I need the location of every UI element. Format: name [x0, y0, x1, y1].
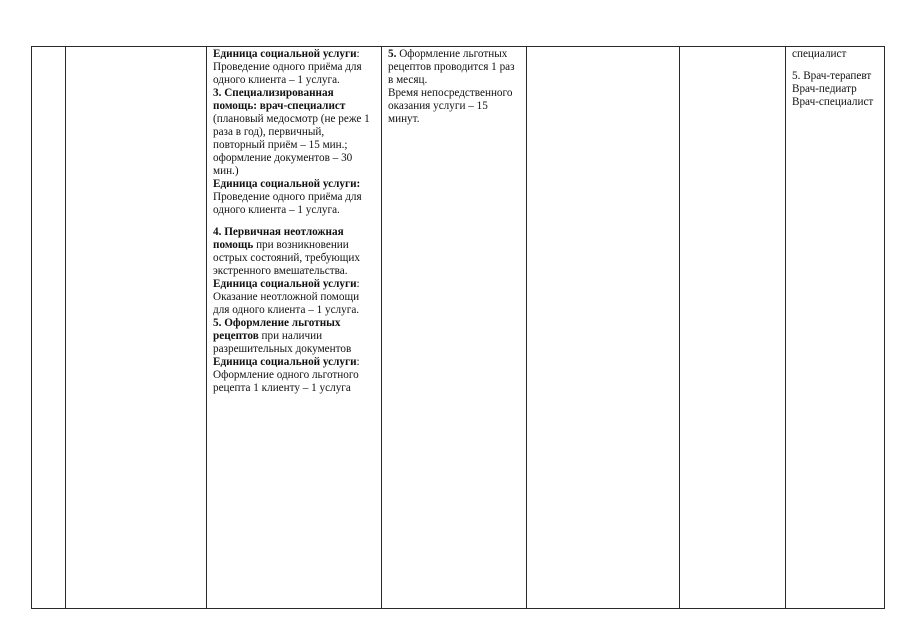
empty-cell: [66, 47, 207, 609]
unit-heading: Единица социальной услуги: [213, 48, 357, 60]
unit-text: Оформление одного льготного рецепта 1 клиенту – 1 услуга: [213, 369, 359, 394]
item-title: 4. Первичная неотложная помощь: [213, 226, 344, 251]
unit-text: Проведение одного приёма для одного клиента – 1 услуга.: [213, 61, 362, 86]
staff-line: Врач-специалист: [792, 96, 874, 108]
unit-block-4: Единица социальной услуги: Оформление одного льготного рецепта 1 клиенту – 1 услуга: [213, 356, 360, 394]
unit-block-1: Единица социальной услуги: Проведение одного приёма для одного клиента – 1 услуга.: [213, 48, 362, 86]
services-cell: [207, 47, 382, 609]
item-text: при наличии разрешительных документов: [213, 330, 352, 355]
item-3: [213, 87, 376, 178]
document-table: [31, 46, 885, 609]
service-time: Время непосредственного оказания услуги – 15 минут.: [388, 87, 513, 125]
frequency-cell: [382, 47, 527, 609]
staff-cell: [786, 47, 885, 609]
staff-list: [792, 70, 879, 109]
table-row: [32, 47, 885, 609]
item-title: 3. Специализированная помощь: врач-специалист: [213, 87, 346, 112]
staff-line-top: специалист: [792, 48, 847, 60]
item-5: [213, 317, 376, 356]
unit-block-3: Единица социальной услуги: Оказание неотложной помощи для одного клиента – 1 услуга.: [213, 278, 360, 316]
unit-text: Проведение одного приёма для одного клиента – 1 услуга.: [213, 191, 362, 216]
empty-cell: [527, 47, 680, 609]
unit-heading: Единица социальной услуги:: [213, 178, 361, 190]
unit-text: Оказание неотложной помощи для одного клиента – 1 услуга.: [213, 291, 360, 316]
unit-heading: Единица социальной услуги: [213, 278, 357, 290]
empty-cell: [680, 47, 786, 609]
staff-number: 5.: [792, 70, 801, 82]
unit-block-2: [213, 178, 376, 217]
item-text: (плановый медосмотр (не реже 1 раза в год), первичный, повторный приём – 15 мин.; оформление документов – 30 мин.): [213, 113, 370, 177]
item-text: при возникновении острых состояний, требующих экстренного вмешательства.: [213, 239, 360, 277]
unit-heading: Единица социальной услуги: [213, 356, 357, 368]
item-number: 5.: [388, 48, 397, 60]
item-4: [213, 226, 376, 278]
item-title: 5. Оформление льготных рецептов: [213, 317, 341, 342]
frequency-description: Оформление льготных рецептов проводится 1 раз в месяц.: [388, 48, 515, 86]
staff-line: Врач-терапевт: [803, 70, 872, 82]
empty-cell: [32, 47, 66, 609]
frequency-text: [388, 48, 521, 87]
staff-line: Врач-педиатр: [792, 83, 857, 95]
